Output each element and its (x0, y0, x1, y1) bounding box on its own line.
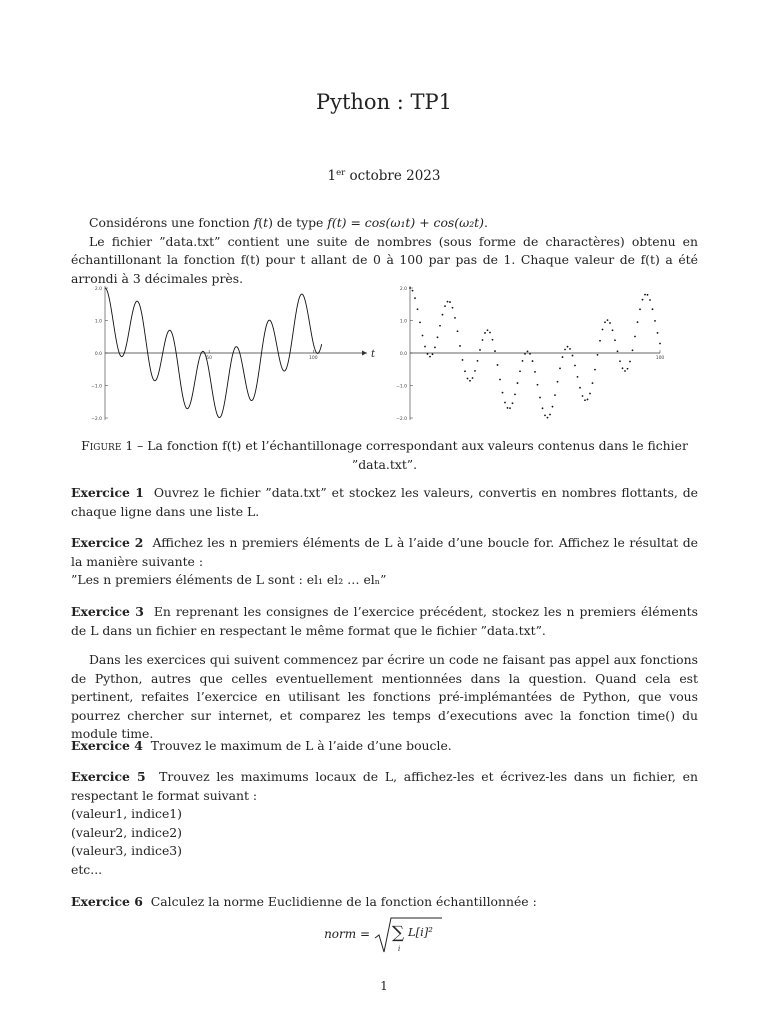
sample-point (464, 370, 466, 372)
sample-point (424, 346, 426, 348)
sample-point (599, 340, 601, 342)
y-tick-label: 1.0 (94, 319, 102, 325)
sample-point (557, 381, 559, 383)
sample-point (562, 356, 564, 358)
y-tick-label: 2.0 (399, 287, 407, 292)
sample-point (527, 350, 529, 352)
sample-point (509, 407, 511, 409)
sample-point (489, 332, 491, 334)
norm-lhs: norm = (324, 927, 370, 941)
sample-point (462, 359, 464, 361)
sample-point (569, 348, 571, 350)
y-tick-label: 1.0 (399, 319, 407, 325)
sample-point (459, 345, 461, 347)
sample-point (452, 307, 454, 309)
sample-point (427, 353, 429, 355)
sample-point (592, 382, 594, 384)
sample-point (477, 360, 479, 362)
sample-point (519, 370, 521, 372)
document-date: 1er octobre 2023 (327, 168, 441, 184)
x-axis-arrow (362, 351, 367, 356)
sample-point (552, 406, 554, 408)
sample-point (614, 339, 616, 341)
y-tick-label: 0.0 (94, 352, 102, 357)
sampled-plot (396, 286, 664, 422)
sample-point (612, 329, 614, 331)
x-tick-label: 100 (309, 356, 318, 361)
sample-point (494, 350, 496, 352)
y-tick-label: −2.0 (91, 417, 102, 422)
sample-point (469, 380, 471, 382)
sample-point (584, 399, 586, 401)
sample-point (642, 299, 644, 301)
sample-point (629, 361, 631, 363)
exercise-2-format: ”Les n premiers éléments de L sont : el₁ el₂ … elₙ” (71, 572, 387, 587)
sample-point (604, 321, 606, 323)
sample-point (659, 343, 661, 345)
sample-point (587, 399, 589, 401)
exercise-1: Exercice 1 Ouvrez le fichier ”data.txt” et stockez les valeurs, convertis en nombres flottants, de chaque ligne dans une liste L. (71, 485, 699, 519)
sample-point (499, 379, 501, 381)
sum-symbol: ∑ (392, 923, 405, 943)
sample-point (647, 294, 649, 296)
sample-point (624, 370, 626, 372)
sample-point (524, 353, 526, 355)
sample-point (579, 387, 581, 389)
sample-point (574, 365, 576, 367)
sample-point (609, 322, 611, 324)
sample-point (522, 360, 524, 362)
sample-point (539, 397, 541, 399)
sample-point (412, 290, 414, 292)
x-tick-label: 100 (655, 356, 665, 361)
sample-point (432, 353, 434, 355)
sample-point (617, 350, 619, 352)
sample-point (529, 353, 531, 355)
sample-point (504, 402, 506, 404)
sample-point (649, 299, 651, 301)
sample-point (607, 319, 609, 321)
sample-point (514, 393, 516, 395)
continuous-plot (91, 286, 376, 422)
sample-point (487, 329, 489, 331)
sum-index: i (398, 945, 401, 953)
sample-point (589, 393, 591, 395)
sample-point (429, 356, 431, 358)
sample-point (654, 320, 656, 322)
sample-point (554, 394, 556, 396)
sample-point (532, 360, 534, 362)
sample-point (517, 382, 519, 384)
sample-point (479, 349, 481, 351)
sample-point (549, 414, 551, 416)
sample-point (637, 321, 639, 323)
figure-caption: Figure 1 – La fonction f(t) et l’échantillonage correspondant aux valeurs contenus dans le fichier ”data.txt”. (81, 438, 688, 472)
sample-point (454, 317, 456, 319)
sample-point (634, 336, 636, 338)
sample-point (484, 332, 486, 334)
sample-point (492, 339, 494, 341)
sample-point (474, 370, 476, 372)
document-title: Python : TP1 (315, 90, 453, 114)
sample-point (577, 376, 579, 378)
sample-point (619, 360, 621, 362)
sample-point (449, 301, 451, 303)
sample-point (652, 308, 654, 310)
sample-point (502, 392, 504, 394)
sample-point (622, 367, 624, 369)
sample-point (482, 339, 484, 341)
sample-point (434, 347, 436, 349)
y-tick-label: 2.0 (94, 287, 102, 292)
sample-point (507, 407, 509, 409)
sample-point (627, 368, 629, 370)
instructions-paragraph: Dans les exercices qui suivent commencez par écrire un code ne faisant pas appel aux fonctions de Python, autres que celles eventuellement mentionnées dans la question. Quand cela est pertinent, refaites l’exercice en utilisant les fonctions pré-implémantées de Python, que vous pourrez chercher sur internet, et comparez les temps d’executions avec la fonction time() du module time. (71, 652, 698, 741)
y-tick-label: −1.0 (91, 384, 102, 390)
sample-point (597, 354, 599, 356)
sample-point (447, 301, 449, 303)
sample-point (542, 407, 544, 409)
intro-line-2: Le fichier ”data.txt” contient une suite de nombres (sous forme de charactères) obtenu en échantillonant la fonction f(t) pour t allant de 0 à 100 par pas de 1. Chaque valeur de f(t) a été arrondi à 3 décimales près. (71, 233, 698, 286)
sample-point (644, 294, 646, 296)
sample-point (657, 332, 659, 334)
sample-point (419, 321, 421, 323)
sample-point (422, 335, 424, 337)
intro-line-1: Considérons une fonction f(t) de type f(t) = cos(ω₁t) + cos(ω₂t). (89, 215, 488, 230)
sample-point (544, 414, 546, 416)
sample-point (582, 395, 584, 397)
exercise-4: Exercice 4 Trouvez le maximum de L à l’aide d’une boucle. (71, 738, 452, 753)
sample-point (442, 314, 444, 316)
intro-paragraph (71, 214, 698, 288)
y-tick-label: 0.0 (399, 352, 407, 357)
y-tick-label: −2.0 (396, 417, 407, 422)
sample-point (472, 377, 474, 379)
exercise-2: Exercice 2 Affichez les n premiers éléments de L à l’aide d’une boucle for. Affichez le résultat de la manière suivante : ”Les n premiers éléments de L sont : el₁ el₂ … elₙ” (71, 535, 699, 587)
exercise-5: Exercice 5 Trouvez les maximums locaux de L, affichez-les et écrivez-les dans un fichier, en respectant le format suivant : (valeur1, indice1) (valeur2, indice2) (valeur3, indice3) etc... (71, 769, 698, 877)
sum-body: L[i]² (408, 925, 433, 939)
sample-point (602, 329, 604, 331)
page-number: 1 (380, 979, 388, 993)
x-tick-label: 50 (206, 356, 213, 361)
sample-point (439, 325, 441, 327)
sample-point (632, 349, 634, 351)
sample-point (567, 346, 569, 348)
sample-point (497, 364, 499, 366)
sample-point (457, 330, 459, 332)
sample-point (594, 369, 596, 371)
sample-point (414, 297, 416, 299)
function-formula: f(t) = cos(ω₁t) + cos(ω₂t) (327, 215, 484, 230)
sample-point (572, 355, 574, 357)
x-axis-label: t (371, 349, 376, 360)
sample-point (512, 402, 514, 404)
norm-formula (0, 916, 768, 956)
figure-plots (90, 280, 690, 425)
exercise-6: Exercice 6 Calculez la norme Euclidienne de la fonction échantillonnée : (71, 894, 537, 909)
sample-point (564, 349, 566, 351)
exercise-3: Exercice 3 En reprenant les consignes de l’exercice précédent, stockez les n premiers éléments de L dans un fichier en respectant le même format que le fichier ”data.txt”. (71, 604, 698, 638)
sample-point (409, 287, 411, 289)
sample-point (537, 384, 539, 386)
sample-point (467, 378, 469, 380)
sample-point (437, 336, 439, 338)
sample-point (547, 417, 549, 419)
sample-point (534, 371, 536, 373)
sample-point (444, 305, 446, 307)
y-tick-label: −1.0 (396, 384, 407, 390)
sample-point (559, 367, 561, 369)
sample-point (417, 308, 419, 310)
sample-point (639, 308, 641, 310)
